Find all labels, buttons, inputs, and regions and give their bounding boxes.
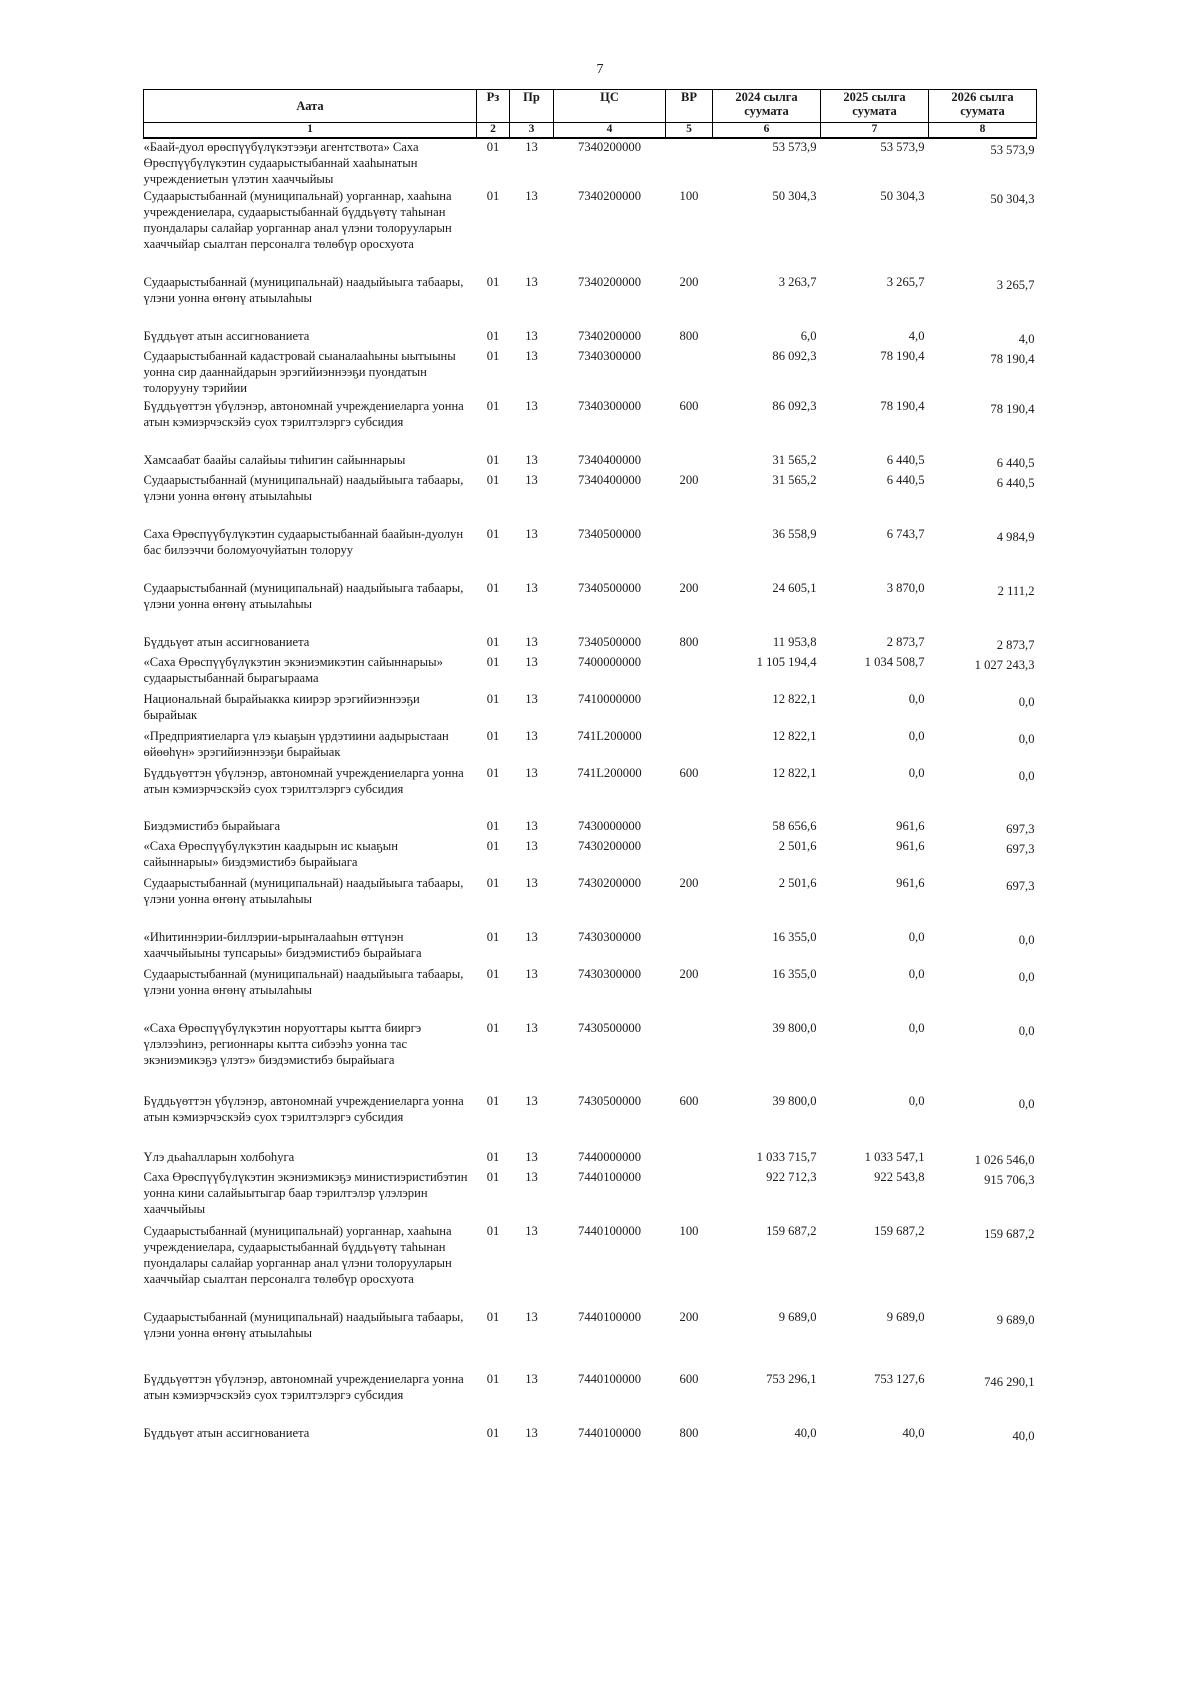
row-amount-2025: 0,0 xyxy=(908,766,925,780)
header-cs: ЦС xyxy=(554,90,666,123)
row-rz: 01 xyxy=(486,876,500,890)
row-vr: 200 xyxy=(679,967,699,981)
table-row xyxy=(144,1020,1037,1093)
row-amount-2024: 9 689,0 xyxy=(778,1310,817,1324)
table-row xyxy=(144,398,1037,452)
page-number: 7 xyxy=(596,62,604,77)
row-vr: 800 xyxy=(679,329,699,343)
row-rz: 01 xyxy=(486,349,500,363)
row-cs: 741L200000 xyxy=(577,729,642,743)
row-amount-2025: 53 573,9 xyxy=(880,140,925,154)
row-amount-2025: 961,6 xyxy=(896,839,925,853)
table-row xyxy=(144,138,1037,188)
row-amount-2024: 3 263,7 xyxy=(778,275,817,289)
row-amount-2025: 6 440,5 xyxy=(886,453,925,467)
row-vr xyxy=(666,452,713,472)
row-name: Бүддьүөттэн үбүлэнэр, автономнай учреждениеларга уонна атын кэмиэрчэскэйэ суох тэрилтэлэргэ субсидия xyxy=(143,1094,464,1124)
row-amount-2026: 4,0 xyxy=(1018,332,1035,346)
row-rz: 01 xyxy=(486,1426,500,1440)
row-rz: 01 xyxy=(486,275,500,289)
row-pr: 13 xyxy=(525,1150,538,1164)
table-row xyxy=(144,966,1037,1020)
row-pr: 13 xyxy=(525,453,538,467)
row-amount-2026: 1 027 243,3 xyxy=(974,658,1035,672)
row-vr xyxy=(666,138,713,188)
table-row xyxy=(144,526,1037,580)
row-amount-2026: 78 190,4 xyxy=(990,402,1035,416)
column-number: 8 xyxy=(929,123,1037,139)
row-vr xyxy=(666,691,713,728)
row-amount-2025: 3 870,0 xyxy=(886,581,925,595)
row-cs: 7440100000 xyxy=(578,1426,641,1440)
row-name: Саха Өрөспүүбүлүкэтин судаарыстыбаннай баайын-дуолун бас билээччи боломуочуйатын толоруу xyxy=(143,527,464,557)
row-amount-2025: 753 127,6 xyxy=(874,1372,925,1386)
row-name: «Саха Өрөспүүбүлүкэтин каадырын ис кыаҕын сайыннарыы» биэдэмистибэ бырайыага xyxy=(143,839,399,869)
row-name: Судаарыстыбаннай (муниципальнай) наадыйыыга табаары, үлэни уонна өҥөнү атыылаһыы xyxy=(143,876,464,906)
row-amount-2025: 9 689,0 xyxy=(886,1310,925,1324)
row-amount-2026: 0,0 xyxy=(1018,1097,1035,1111)
row-pr: 13 xyxy=(525,1372,538,1386)
row-amount-2026: 2 111,2 xyxy=(997,584,1035,598)
row-cs: 7340200000 xyxy=(578,140,641,154)
row-rz: 01 xyxy=(486,527,500,541)
row-cs: 7430200000 xyxy=(578,876,641,890)
row-rz: 01 xyxy=(486,473,500,487)
row-vr xyxy=(666,654,713,691)
table-row xyxy=(144,188,1037,274)
row-rz: 01 xyxy=(486,1150,500,1164)
row-amount-2025: 40,0 xyxy=(902,1426,925,1440)
header-vr: ВР xyxy=(666,90,713,123)
row-amount-2025: 0,0 xyxy=(908,1094,925,1108)
row-pr: 13 xyxy=(525,1021,538,1035)
row-amount-2024: 2 501,6 xyxy=(778,876,817,890)
row-name: Судаарыстыбаннай (муниципальнай) наадыйыыга табаары, үлэни уонна өҥөнү атыылаһыы xyxy=(143,275,464,305)
table-column-numbers-row xyxy=(144,123,1037,139)
row-pr: 13 xyxy=(525,1426,538,1440)
row-cs: 7340300000 xyxy=(578,399,641,413)
table-row xyxy=(144,1149,1037,1169)
row-rz: 01 xyxy=(486,329,500,343)
column-number: 2 xyxy=(477,123,510,139)
row-amount-2024: 86 092,3 xyxy=(772,399,817,413)
row-amount-2025: 1 034 508,7 xyxy=(864,655,925,669)
row-amount-2025: 1 033 547,1 xyxy=(864,1150,925,1164)
row-amount-2026: 0,0 xyxy=(1018,769,1035,783)
row-cs: 7440100000 xyxy=(578,1170,641,1184)
row-amount-2024: 16 355,0 xyxy=(772,967,817,981)
column-number: 6 xyxy=(713,123,821,139)
row-amount-2025: 4,0 xyxy=(908,329,925,343)
row-cs: 7440100000 xyxy=(578,1224,641,1238)
row-amount-2024: 1 033 715,7 xyxy=(756,1150,817,1164)
column-number: 1 xyxy=(144,123,477,139)
row-rz: 01 xyxy=(486,1310,500,1324)
row-vr: 600 xyxy=(679,399,699,413)
row-pr: 13 xyxy=(525,729,538,743)
row-vr: 200 xyxy=(679,473,699,487)
row-pr: 13 xyxy=(525,473,538,487)
row-rz: 01 xyxy=(486,1372,500,1386)
row-amount-2024: 31 565,2 xyxy=(772,453,817,467)
row-name: «Предприятиеларга үлэ кыаҕын үрдэтиини аадырыстаан өйөөһүн» эрэгийиэннээҕи бырайыак xyxy=(143,729,449,759)
row-amount-2026: 2 873,7 xyxy=(996,638,1035,652)
row-vr: 600 xyxy=(679,1094,699,1108)
row-cs: 7340200000 xyxy=(578,189,641,203)
row-amount-2025: 0,0 xyxy=(908,1021,925,1035)
row-cs: 7410000000 xyxy=(578,692,641,706)
table-row xyxy=(144,818,1037,838)
table-row xyxy=(144,1169,1037,1223)
row-amount-2026: 6 440,5 xyxy=(996,456,1035,470)
row-amount-2026: 159 687,2 xyxy=(984,1227,1035,1241)
row-amount-2026: 915 706,3 xyxy=(984,1173,1035,1187)
row-vr xyxy=(666,929,713,966)
row-amount-2026: 4 984,9 xyxy=(996,530,1035,544)
row-amount-2026: 9 689,0 xyxy=(996,1313,1035,1327)
row-cs: 7430300000 xyxy=(578,967,641,981)
header-name: Аата xyxy=(144,90,477,123)
row-amount-2026: 0,0 xyxy=(1018,1024,1035,1038)
row-amount-2024: 36 558,9 xyxy=(772,527,817,541)
table-row xyxy=(144,728,1037,765)
header-2026: 2026 сылга суумата xyxy=(929,90,1037,123)
table-body xyxy=(144,138,1037,1445)
row-amount-2024: 50 304,3 xyxy=(772,189,817,203)
table-row xyxy=(144,1093,1037,1149)
row-rz: 01 xyxy=(486,1170,500,1184)
row-cs: 7340400000 xyxy=(578,453,641,467)
row-pr: 13 xyxy=(525,930,538,944)
row-pr: 13 xyxy=(525,766,538,780)
row-vr xyxy=(666,526,713,580)
row-pr: 13 xyxy=(525,1094,538,1108)
row-amount-2025: 6 440,5 xyxy=(886,473,925,487)
row-rz: 01 xyxy=(486,1021,500,1035)
row-name: Бүддьүөт атын ассигнованиета xyxy=(143,1426,310,1440)
table-row xyxy=(144,875,1037,929)
row-cs: 7440000000 xyxy=(578,1150,641,1164)
table-row xyxy=(144,1309,1037,1371)
row-name: Бүддьүөттэн үбүлэнэр, автономнай учреждениеларга уонна атын кэмиэрчэскэйэ суох тэрилтэлэргэ субсидия xyxy=(143,766,464,796)
row-rz: 01 xyxy=(486,1224,500,1238)
row-cs: 7430000000 xyxy=(578,819,641,833)
row-amount-2024: 16 355,0 xyxy=(772,930,817,944)
row-amount-2026: 3 265,7 xyxy=(996,278,1035,292)
row-rz: 01 xyxy=(486,839,500,853)
row-amount-2024: 6,0 xyxy=(800,329,817,343)
row-cs: 7430500000 xyxy=(578,1094,641,1108)
row-pr: 13 xyxy=(525,839,538,853)
table-header-row xyxy=(144,90,1037,123)
table-row xyxy=(144,1425,1037,1445)
row-pr: 13 xyxy=(525,1170,538,1184)
row-name: Бүддьүөт атын ассигнованиета xyxy=(143,635,310,649)
row-name: Саха Өрөспүүбүлүкэтин экэниэмикэҕэ министиэристибэтин уонна кини салайыытыгар баар тэрилтэлэр үлэлэрин хааччыйыы xyxy=(143,1170,468,1216)
row-amount-2024: 40,0 xyxy=(794,1426,817,1440)
row-name: Судаарыстыбаннай кадастровай сыаналааһыны ыытыыны уонна сир дааннайдарын эрэгийиэннээҕи пуондатын толорууну тэрийии xyxy=(143,349,456,395)
row-amount-2025: 0,0 xyxy=(908,729,925,743)
row-pr: 13 xyxy=(525,581,538,595)
row-amount-2026: 53 573,9 xyxy=(990,143,1035,157)
row-amount-2025: 0,0 xyxy=(908,930,925,944)
row-amount-2026: 0,0 xyxy=(1018,695,1035,709)
row-amount-2024: 53 573,9 xyxy=(772,140,817,154)
row-rz: 01 xyxy=(486,930,500,944)
row-amount-2024: 31 565,2 xyxy=(772,473,817,487)
column-number: 4 xyxy=(554,123,666,139)
row-amount-2024: 159 687,2 xyxy=(766,1224,817,1238)
row-amount-2024: 753 296,1 xyxy=(766,1372,817,1386)
table-row xyxy=(144,929,1037,966)
row-amount-2024: 39 800,0 xyxy=(772,1021,817,1035)
row-cs: 7340500000 xyxy=(578,635,641,649)
row-cs: 7430200000 xyxy=(578,839,641,853)
row-cs: 741L200000 xyxy=(577,766,642,780)
row-rz: 01 xyxy=(486,189,500,203)
row-vr: 600 xyxy=(679,1372,699,1386)
row-vr: 200 xyxy=(679,876,699,890)
row-cs: 7340200000 xyxy=(578,329,641,343)
row-pr: 13 xyxy=(525,1310,538,1324)
row-rz: 01 xyxy=(486,140,500,154)
row-cs: 7340500000 xyxy=(578,581,641,595)
row-amount-2025: 922 543,8 xyxy=(874,1170,925,1184)
row-pr: 13 xyxy=(525,349,538,363)
row-amount-2026: 746 290,1 xyxy=(984,1375,1035,1389)
table-row xyxy=(144,580,1037,634)
row-rz: 01 xyxy=(486,967,500,981)
row-vr: 800 xyxy=(679,635,699,649)
header-2025: 2025 сылга суумата xyxy=(821,90,929,123)
table-row xyxy=(144,1371,1037,1425)
row-cs: 7440100000 xyxy=(578,1310,641,1324)
row-pr: 13 xyxy=(525,527,538,541)
row-vr xyxy=(666,348,713,398)
row-rz: 01 xyxy=(486,1094,500,1108)
row-name: Судаарыстыбаннай (муниципальнай) уорганнар, хааһына учреждениелара, судаарыстыбаннай бүддьүөтү таһынан пуондалары салайар уорганнар анал үлэни толорууларын хааччыйар сыалтан персоналга төлөбүр оросхуота xyxy=(143,189,452,251)
row-name: Үлэ дьаһалларын холбоһуга xyxy=(143,1150,295,1164)
row-pr: 13 xyxy=(525,329,538,343)
row-cs: 7430300000 xyxy=(578,930,641,944)
row-rz: 01 xyxy=(486,692,500,706)
row-name: Судаарыстыбаннай (муниципальнай) наадыйыыга табаары, үлэни уонна өҥөнү атыылаһыы xyxy=(143,581,464,611)
row-pr: 13 xyxy=(525,819,538,833)
column-number: 3 xyxy=(510,123,554,139)
row-amount-2025: 0,0 xyxy=(908,692,925,706)
column-number: 7 xyxy=(821,123,929,139)
row-cs: 7340300000 xyxy=(578,349,641,363)
row-amount-2024: 12 822,1 xyxy=(772,692,817,706)
row-amount-2024: 12 822,1 xyxy=(772,766,817,780)
row-vr: 200 xyxy=(679,1310,699,1324)
row-rz: 01 xyxy=(486,399,500,413)
row-amount-2024: 86 092,3 xyxy=(772,349,817,363)
row-vr xyxy=(666,818,713,838)
row-rz: 01 xyxy=(486,635,500,649)
row-rz: 01 xyxy=(486,766,500,780)
row-amount-2026: 1 026 546,0 xyxy=(974,1153,1035,1167)
row-name: Биэдэмистибэ бырайыага xyxy=(143,819,281,833)
row-name: Бүддьүөттэн үбүлэнэр, автономнай учреждениеларга уонна атын кэмиэрчэскэйэ суох тэрилтэлэргэ субсидия xyxy=(143,1372,464,1402)
row-vr: 200 xyxy=(679,581,699,595)
row-name: Бүддьүөт атын ассигнованиета xyxy=(143,329,310,343)
row-name: Судаарыстыбаннай (муниципальнай) уорганнар, хааһына учреждениелара, судаарыстыбаннай бүддьүөтү таһынан пуондалары салайар уорганнар анал үлэни толорууларын хааччыйар сыалтан персоналга төлөбүр оросхуота xyxy=(143,1224,452,1286)
row-amount-2025: 0,0 xyxy=(908,967,925,981)
row-vr xyxy=(666,1020,713,1093)
row-amount-2026: 6 440,5 xyxy=(996,476,1035,490)
row-cs: 7400000000 xyxy=(578,655,641,669)
table-row xyxy=(144,1223,1037,1309)
row-amount-2026: 50 304,3 xyxy=(990,192,1035,206)
table-row xyxy=(144,634,1037,654)
row-name: Судаарыстыбаннай (муниципальнай) наадыйыыга табаары, үлэни уонна өҥөнү атыылаһыы xyxy=(143,473,464,503)
row-amount-2025: 50 304,3 xyxy=(880,189,925,203)
row-amount-2024: 1 105 194,4 xyxy=(756,655,817,669)
row-pr: 13 xyxy=(525,876,538,890)
row-vr xyxy=(666,838,713,875)
row-cs: 7440100000 xyxy=(578,1372,641,1386)
row-name: Судаарыстыбаннай (муниципальнай) наадыйыыга табаары, үлэни уонна өҥөнү атыылаһыы xyxy=(143,1310,464,1340)
row-name: Хамсаабат баайы салайыы тиһигин сайыннарыы xyxy=(143,453,406,467)
row-pr: 13 xyxy=(525,1224,538,1238)
row-name: «Саха Өрөспүүбүлүкэтин норуоттары кытта бииргэ үлэлээһинэ, регионнары кытта сибээһэ уонна тас экэниэмикэҕэ үлэтэ» биэдэмистибэ бырайыага xyxy=(143,1021,422,1067)
table-row xyxy=(144,452,1037,472)
table-row xyxy=(144,328,1037,348)
row-pr: 13 xyxy=(525,635,538,649)
row-amount-2024: 922 712,3 xyxy=(766,1170,817,1184)
row-vr: 800 xyxy=(679,1426,699,1440)
table-row xyxy=(144,472,1037,526)
row-pr: 13 xyxy=(525,399,538,413)
row-vr xyxy=(666,1149,713,1169)
row-amount-2026: 0,0 xyxy=(1018,970,1035,984)
row-vr: 100 xyxy=(679,189,699,203)
row-vr: 100 xyxy=(679,1224,699,1238)
row-amount-2025: 78 190,4 xyxy=(880,399,925,413)
row-pr: 13 xyxy=(525,275,538,289)
row-vr xyxy=(666,1169,713,1223)
table-row xyxy=(144,765,1037,818)
row-rz: 01 xyxy=(486,729,500,743)
row-amount-2024: 24 605,1 xyxy=(772,581,817,595)
row-amount-2026: 0,0 xyxy=(1018,732,1035,746)
row-name: «Саха Өрөспүүбүлүкэтин экэниэмикэтин сайыннарыы» судаарыстыбаннай бырагыраама xyxy=(143,655,443,685)
table-row xyxy=(144,654,1037,691)
table-row xyxy=(144,691,1037,728)
row-amount-2025: 6 743,7 xyxy=(886,527,925,541)
budget-table xyxy=(143,89,1037,1445)
row-name: Судаарыстыбаннай (муниципальнай) наадыйыыга табаары, үлэни уонна өҥөнү атыылаһыы xyxy=(143,967,464,997)
header-rz: Рз xyxy=(477,90,510,123)
row-name: Национальнай бырайыакка киирэр эрэгийиэннээҕи бырайыак xyxy=(143,692,420,722)
row-pr: 13 xyxy=(525,140,538,154)
row-pr: 13 xyxy=(525,692,538,706)
row-cs: 7340400000 xyxy=(578,473,641,487)
row-name: «Баай-дуол өрөспүүбүлүкэтээҕи агентствота» Саха Өрөспүүбүлүкэтин судаарыстыбаннай хааһынатын учреждениетын үлэтин хааччыйыы xyxy=(143,140,419,186)
row-amount-2026: 0,0 xyxy=(1018,933,1035,947)
row-rz: 01 xyxy=(486,819,500,833)
row-amount-2026: 40,0 xyxy=(1012,1429,1035,1443)
row-amount-2026: 697,3 xyxy=(1006,842,1035,856)
row-rz: 01 xyxy=(486,453,500,467)
row-amount-2024: 12 822,1 xyxy=(772,729,817,743)
header-2024: 2024 сылга суумата xyxy=(713,90,821,123)
row-amount-2025: 961,6 xyxy=(896,876,925,890)
row-name: Бүддьүөттэн үбүлэнэр, автономнай учреждениеларга уонна атын кэмиэрчэскэйэ суох тэрилтэлэргэ субсидия xyxy=(143,399,464,429)
row-amount-2026: 697,3 xyxy=(1006,822,1035,836)
row-amount-2026: 697,3 xyxy=(1006,879,1035,893)
row-vr: 200 xyxy=(679,275,699,289)
table-row xyxy=(144,838,1037,875)
row-amount-2025: 961,6 xyxy=(896,819,925,833)
row-pr: 13 xyxy=(525,189,538,203)
row-amount-2025: 3 265,7 xyxy=(886,275,925,289)
table-row xyxy=(144,274,1037,328)
row-amount-2024: 2 501,6 xyxy=(778,839,817,853)
row-amount-2024: 39 800,0 xyxy=(772,1094,817,1108)
row-cs: 7430500000 xyxy=(578,1021,641,1035)
row-amount-2025: 2 873,7 xyxy=(886,635,925,649)
row-amount-2025: 78 190,4 xyxy=(880,349,925,363)
row-name: «Иһитиннэрии-биллэрии-ырыҥалааһын өттүнэн хааччыйыыны тупсарыы» биэдэмистибэ бырайыага xyxy=(143,930,422,960)
row-vr: 600 xyxy=(679,766,699,780)
row-amount-2026: 78 190,4 xyxy=(990,352,1035,366)
header-pr: Пр xyxy=(510,90,554,123)
row-rz: 01 xyxy=(486,581,500,595)
row-amount-2024: 58 656,6 xyxy=(772,819,817,833)
row-rz: 01 xyxy=(486,655,500,669)
row-pr: 13 xyxy=(525,967,538,981)
row-cs: 7340200000 xyxy=(578,275,641,289)
row-cs: 7340500000 xyxy=(578,527,641,541)
row-amount-2025: 159 687,2 xyxy=(874,1224,925,1238)
column-number: 5 xyxy=(666,123,713,139)
row-amount-2024: 11 953,8 xyxy=(772,635,817,649)
row-vr xyxy=(666,728,713,765)
table-row xyxy=(144,348,1037,398)
row-pr: 13 xyxy=(525,655,538,669)
